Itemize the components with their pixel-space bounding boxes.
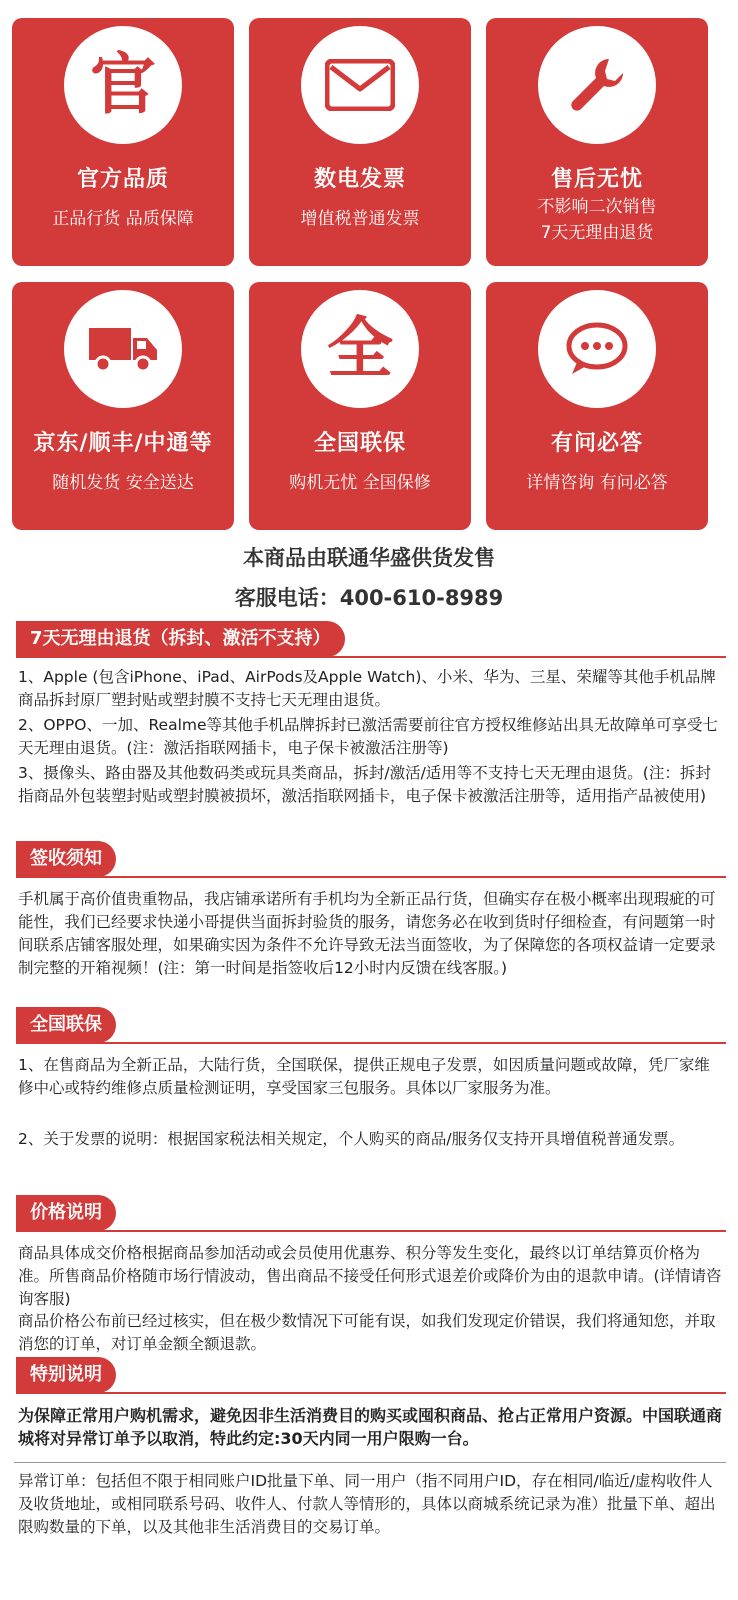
divider — [14, 1462, 726, 1463]
section-rule — [16, 1042, 726, 1044]
card-subtitle-2: 7天无理由退货 — [540, 223, 654, 243]
card-subtitle: 详情咨询 有问必答 — [526, 473, 668, 493]
official-icon: 官 — [64, 26, 182, 144]
chat-icon — [538, 290, 656, 408]
section-title-sign: 签收须知 — [16, 841, 116, 877]
price-2: 商品价格公布前已经过核实，但在极少数情况下可能有误，如我们发现定价错误，我们将通知您，并取消您的订单，对订单金额全额退款。 — [18, 1312, 716, 1353]
section-rule — [16, 1392, 726, 1394]
card-title: 京东/顺丰/中通等 — [33, 431, 213, 456]
section-title-price: 价格说明 — [16, 1195, 116, 1231]
special-2: 异常订单：包括但不限于相同账户ID批量下单、同一用户（指不同用户ID，存在相同/临近/虚构收件人及收货地址，或相同联系号码、收件人、付款人等情形的，具体以商城系统记录为准）批量下单、超出限购数量的下单，以及其他非生活消费目的交易订单。 — [18, 1472, 716, 1536]
card-e-invoice — [249, 18, 471, 266]
supplier-line: 本商品由联通华盛供货发售 — [243, 546, 495, 570]
card-subtitle: 购机无忧 全国保修 — [289, 473, 431, 493]
nationwide-icon: 全 — [301, 290, 419, 408]
card-subtitle: 随机发货 安全送达 — [52, 473, 194, 493]
card-subtitle: 增值税普通发票 — [300, 209, 420, 229]
section-rule — [16, 876, 726, 878]
warranty-1: 1、在售商品为全新正品，大陆行货，全国联保，提供正规电子发票，如因质量问题或故障，凭厂家维修中心或特约维修点质量检测证明，享受国家三包服务。具体以厂家服务为准。 — [18, 1056, 710, 1097]
envelope-icon — [301, 26, 419, 144]
section-rule — [16, 1230, 726, 1232]
price-1: 商品具体成交价格根据商品参加活动或会员使用优惠券、积分等发生变化，最终以订单结算页价格为准。所售商品价格随市场行情波动，售出商品不接受任何形式退差价或降价为由的退款申请。(详情请咨询客服) — [18, 1244, 722, 1308]
return-policy-1: 1、Apple (包含iPhone、iPad、AirPods及Apple Watch)、小米、华为、三星、荣耀等其他手机品牌商品拆封原厂塑封贴或塑封膜不支持七天无理由退货。 — [18, 668, 716, 709]
return-policy-3: 3、摄像头、路由器及其他数码类或玩具类商品，拆封/激活/适用等不支持七天无理由退货。(注：拆封指商品外包装塑封贴或塑封膜被损坏，激活指联网插卡，电子保卡被激活注册等，适用指产品被使用) — [18, 764, 711, 805]
card-title: 数电发票 — [313, 167, 406, 192]
warranty-2: 2、关于发票的说明：根据国家税法相关规定，个人购买的商品/服务仅支持开具增值税普通发票。 — [18, 1130, 685, 1148]
card-shipping — [12, 282, 234, 530]
card-nationwide-warranty — [249, 282, 471, 530]
card-subtitle-1: 不影响二次销售 — [537, 197, 657, 217]
card-after-sales — [486, 18, 708, 266]
card-title: 有问必答 — [550, 431, 643, 456]
section-title-return: 7天无理由退货（拆封、激活不支持） — [16, 621, 345, 657]
card-title: 官方品质 — [76, 167, 169, 192]
card-official-quality — [12, 18, 234, 266]
card-title: 售后无忧 — [550, 167, 643, 192]
return-policy-2: 2、OPPO、一加、Realme等其他手机品牌拆封已激活需要前往官方授权维修站出具无故障单可享受七天无理由退货。(注：激活指联网插卡，电子保卡被激活注册等) — [18, 716, 719, 757]
truck-icon — [64, 290, 182, 408]
special-1: 为保障正常用户购机需求，避免因非生活消费目的购买或囤积商品、抢占正常用户资源。中国联通商城将对异常订单予以取消，特此约定:30天内同一用户限购一台。 — [18, 1406, 723, 1448]
wrench-icon — [538, 26, 656, 144]
card-title: 全国联保 — [313, 431, 406, 456]
card-subtitle: 正品行货 品质保障 — [52, 209, 194, 229]
card-qa — [486, 282, 708, 530]
section-title-special: 特别说明 — [16, 1357, 116, 1393]
service-phone: 客服电话：400-610-8989 — [234, 586, 504, 610]
sign-notice: 手机属于高价值贵重物品，我店铺承诺所有手机均为全新正品行货，但确实存在极小概率出现瑕疵的可能性，我们已经要求快递小哥提供当面拆封验货的服务，请您务必在收到货时仔细检查，有问题第一时间联系店铺客服处理，如果确实因为条件不允许导致无法当面签收，为了保障您的各项权益请一定要录制完整的开箱视频！(注：第一时间是指签收后12小时内反馈在线客服。) — [18, 890, 716, 977]
section-title-warranty: 全国联保 — [16, 1007, 116, 1043]
